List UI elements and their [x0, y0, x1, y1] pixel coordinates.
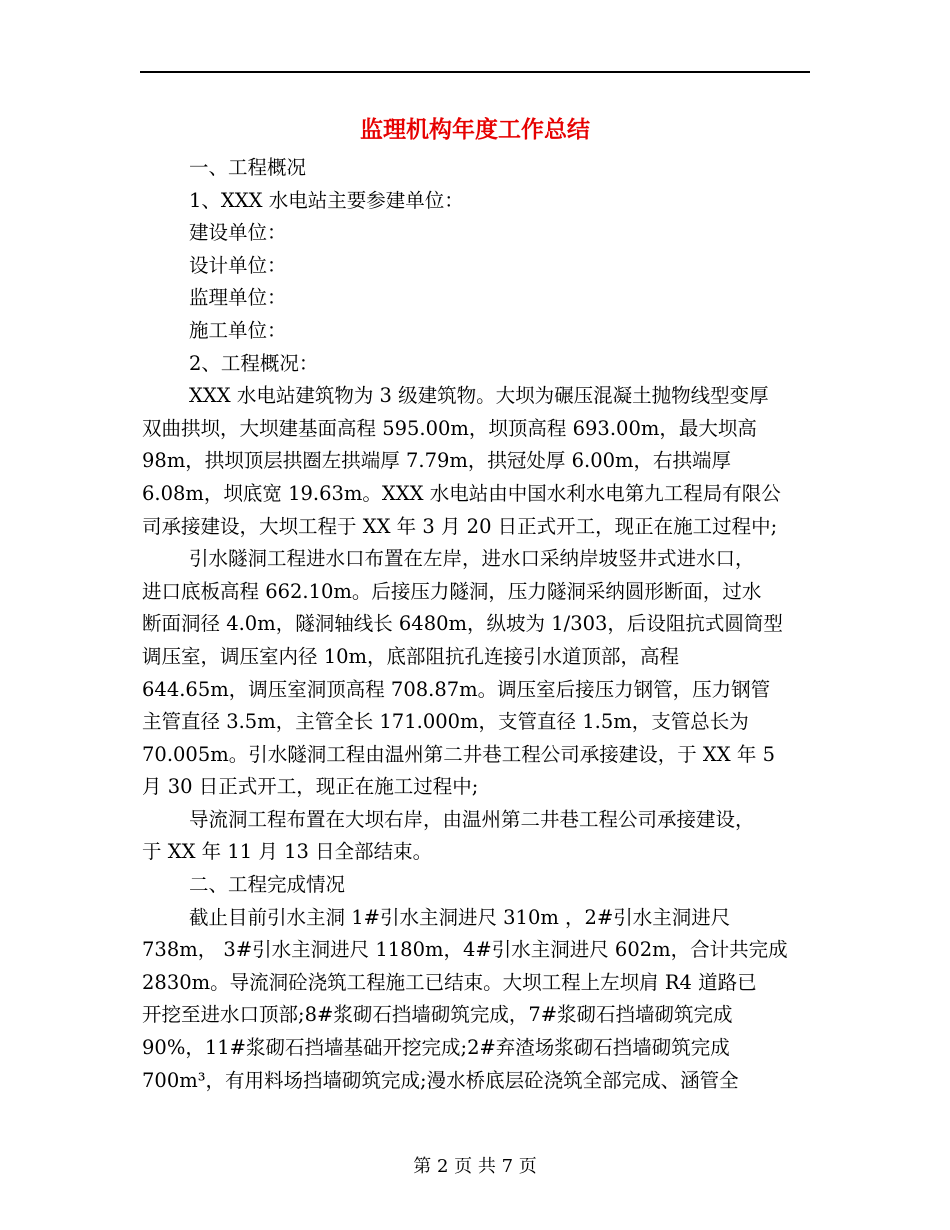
text-line: 监理单位：: [189, 286, 287, 310]
document-title: 监理机构年度工作总结: [360, 116, 590, 143]
paragraph-line: 700m³，有用料场挡墙砌筑完成;漫水桥底层砼浇筑全部完成、涵管全: [142, 1068, 739, 1092]
paragraph-line: 月 30 日正式开工，现正在施工过程中;: [142, 775, 479, 799]
paragraph-line: 双曲拱坝，大坝建基面高程 595.00m，坝顶高程 693.00m，最大坝高: [142, 416, 757, 440]
paragraph-line: 开挖至进水口顶部;8#浆砌石挡墙砌筑完成，7#浆砌石挡墙砌筑完成: [142, 1003, 733, 1027]
section-heading: 一、工程概况: [189, 156, 307, 179]
text-line: 设计单位：: [189, 253, 287, 277]
paragraph-line: 70.005m。引水隧洞工程由温州第二井巷工程公司承接建设，于 XX 年 5: [142, 742, 775, 766]
paragraph-line: 截止目前引水主洞 1#引水主洞进尺 310m ，2#引水主洞进尺: [189, 905, 731, 929]
paragraph-line: 断面洞径 4.0m，隧洞轴线长 6480m，纵坡为 1/303，后设阻抗式圆筒型: [142, 612, 783, 636]
sub-heading: 1、XXX 水电站主要参建单位：: [189, 188, 464, 212]
text-line: 建设单位：: [189, 221, 287, 245]
paragraph-line: 2830m。导流洞砼浇筑工程施工已结束。大坝工程上左坝肩 R4 道路已: [142, 970, 757, 994]
paragraph-line: 于 XX 年 11 月 13 日全部结束。: [142, 840, 433, 864]
paragraph-line: XXX 水电站建筑物为 3 级建筑物。大坝为碾压混凝土抛物线型变厚: [189, 384, 769, 408]
paragraph-line: 90%，11#浆砌石挡墙基础开挖完成;2#弃渣场浆砌石挡墙砌筑完成: [142, 1036, 730, 1060]
paragraph-line: 司承接建设，大坝工程于 XX 年 3 月 20 日正式开工，现正在施工过程中;: [142, 514, 778, 538]
page-number-footer: 第 2 页 共 7 页: [413, 1156, 537, 1177]
paragraph-line: 进口底板高程 662.10m。后接压力隧洞，压力隧洞采纳圆形断面，过水: [142, 579, 762, 603]
paragraph-line: 调压室，调压室内径 10m，底部阻抗孔连接引水道顶部，高程: [142, 644, 680, 668]
sub-heading: 2、工程概况：: [189, 351, 319, 375]
text-line: 施工单位：: [189, 318, 287, 342]
document-body: [142, 152, 810, 1097]
paragraph-line: 引水隧洞工程进水口布置在左岸，进水口采纳岸坡竖井式进水口，: [189, 547, 755, 571]
paragraph-line: 644.65m，调压室洞顶高程 708.87m。调压室后接压力钢管，压力钢管: [142, 677, 771, 701]
header-rule: [140, 71, 810, 73]
paragraph-line: 98m，拱坝顶层拱圈左拱端厚 7.79m，拱冠处厚 6.00m，右拱端厚: [142, 449, 732, 473]
section-heading: 二、工程完成情况: [189, 873, 346, 897]
paragraph-line: 738m， 3#引水主洞进尺 1180m，4#引水主洞进尺 602m，合计共完成: [142, 938, 788, 962]
paragraph-line: 导流洞工程布置在大坝右岸，由温州第二井巷工程公司承接建设，: [189, 807, 755, 831]
paragraph-line: 主管直径 3.5m，主管全长 171.000m，支管直径 1.5m，支管总长为: [142, 710, 749, 734]
paragraph-line: 6.08m，坝底宽 19.63m。XXX 水电站由中国水利水电第九工程局有限公: [142, 481, 781, 505]
